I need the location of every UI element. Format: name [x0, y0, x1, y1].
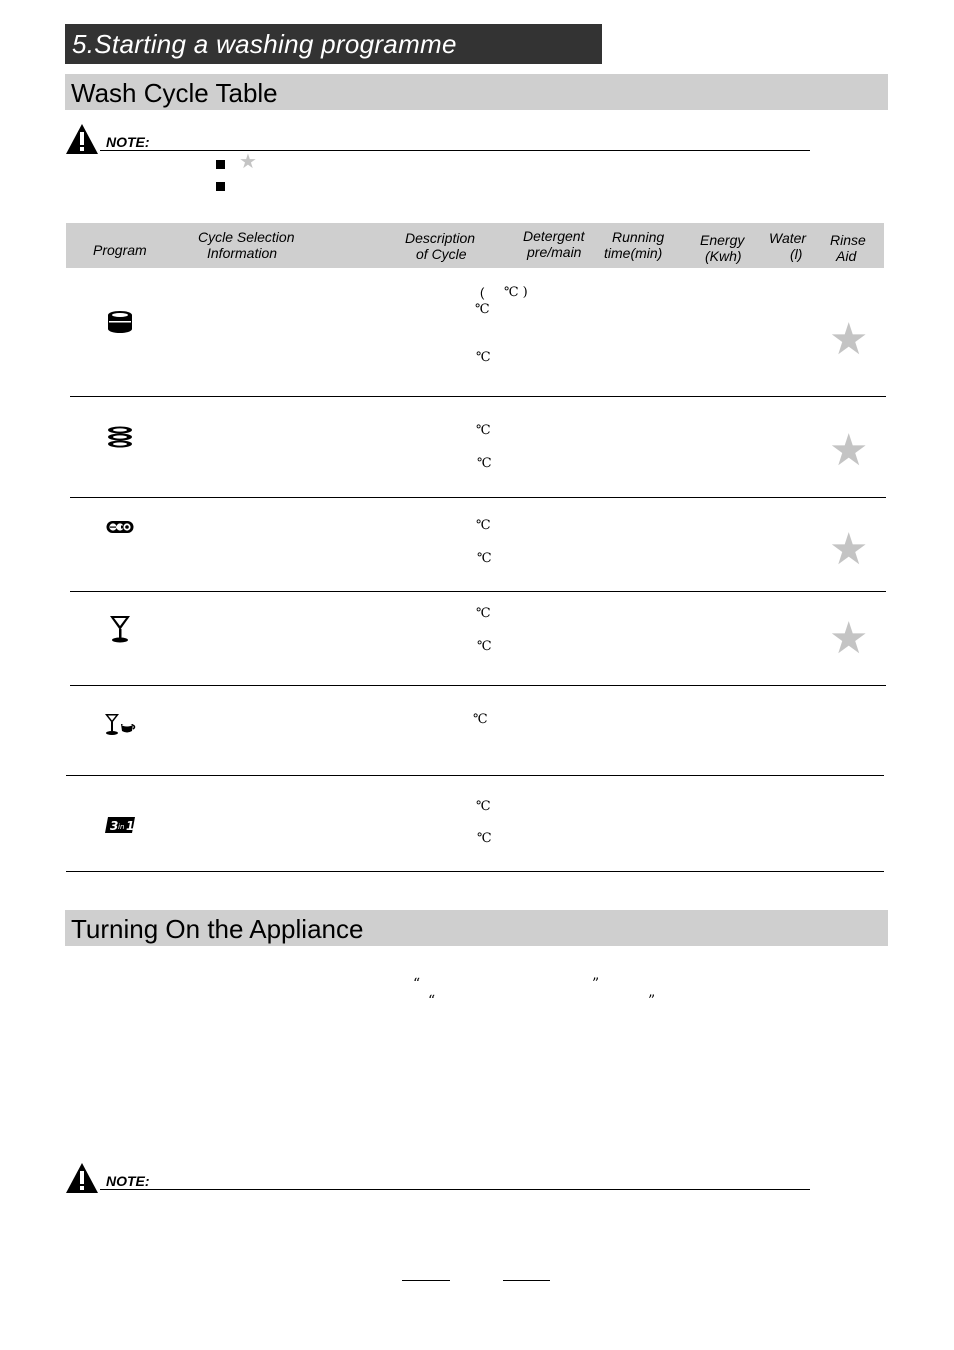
degree-symbol: ℃	[476, 518, 491, 533]
degree-symbol: ℃	[476, 423, 491, 438]
rinse-aid-star-icon: ★	[829, 426, 869, 475]
svg-text:3: 3	[110, 819, 119, 833]
degree-symbol: ℃	[476, 350, 491, 365]
row-divider	[70, 396, 886, 397]
degree-symbol: ℃	[477, 551, 492, 566]
row-divider	[66, 775, 884, 776]
note-divider	[100, 1189, 810, 1190]
note-label: NOTE:	[106, 134, 150, 150]
header-rinse-line1: Rinse	[830, 232, 866, 248]
chapter-title: 5.Starting a washing programme	[65, 24, 602, 64]
header-run-line1: Running	[612, 229, 665, 245]
note-label: NOTE:	[106, 1173, 150, 1189]
normal-plates-icon	[105, 424, 135, 454]
header-cycle-line2: Information	[207, 245, 278, 261]
note-divider	[100, 150, 810, 151]
underline-blank	[503, 1280, 550, 1281]
row-divider	[70, 591, 886, 592]
section-heading-turning-on: Turning On the Appliance	[65, 910, 888, 946]
header-det-line1: Detergent	[523, 228, 585, 244]
degree-symbol: ℃	[476, 606, 491, 621]
header-program: Program	[93, 242, 147, 258]
quote-open: “	[413, 976, 421, 992]
header-run-line2: time(min)	[604, 245, 663, 261]
quote-close: ”	[648, 993, 656, 1009]
header-water-line1: Water	[769, 230, 807, 246]
degree-symbol: ℃	[477, 639, 492, 654]
quote-close: ”	[592, 976, 600, 992]
warning-icon	[65, 1162, 99, 1194]
quote-open: “	[428, 993, 436, 1009]
rinse-aid-star-icon: ★	[829, 525, 869, 574]
svg-text:1: 1	[126, 819, 135, 833]
row-divider	[70, 685, 886, 686]
degree-symbol: ℃	[475, 302, 490, 317]
star-icon: ★	[239, 151, 257, 173]
rinse-aid-star-icon: ★	[829, 315, 869, 364]
svg-text:in: in	[118, 823, 125, 831]
header-energy-line2: (Kwh)	[705, 248, 742, 264]
header-cycle-line1: Cycle Selection	[198, 229, 295, 245]
bullet-square	[216, 182, 225, 191]
degree-symbol: ℃	[476, 799, 491, 814]
degree-symbol: ℃	[477, 831, 492, 846]
warning-icon	[65, 123, 99, 155]
row-divider	[70, 497, 886, 498]
eco-icon	[106, 520, 134, 534]
paren-open: (	[480, 285, 485, 300]
intensive-pot-icon	[105, 308, 135, 338]
header-desc-line2: of Cycle	[416, 246, 467, 262]
table-header	[66, 223, 884, 268]
section-heading-wash-cycle-table: Wash Cycle Table	[65, 74, 888, 110]
header-energy-line1: Energy	[700, 232, 745, 248]
rapid-glass-cup-icon	[104, 713, 136, 737]
paren-close-degree: ℃ )	[504, 285, 528, 300]
underline-blank	[402, 1280, 450, 1281]
header-desc-line1: Description	[405, 230, 476, 246]
rinse-aid-star-icon: ★	[829, 614, 869, 663]
degree-symbol: ℃	[473, 712, 488, 727]
table-bottom-line	[66, 871, 884, 872]
bullet-square	[216, 160, 225, 169]
3in1-icon	[104, 816, 136, 834]
header-det-line2: pre/main	[527, 244, 582, 260]
header-rinse-line2: Aid	[836, 248, 857, 264]
degree-symbol: ℃	[477, 456, 492, 471]
glass-icon	[105, 614, 135, 644]
header-water-line2: (l)	[790, 246, 803, 262]
